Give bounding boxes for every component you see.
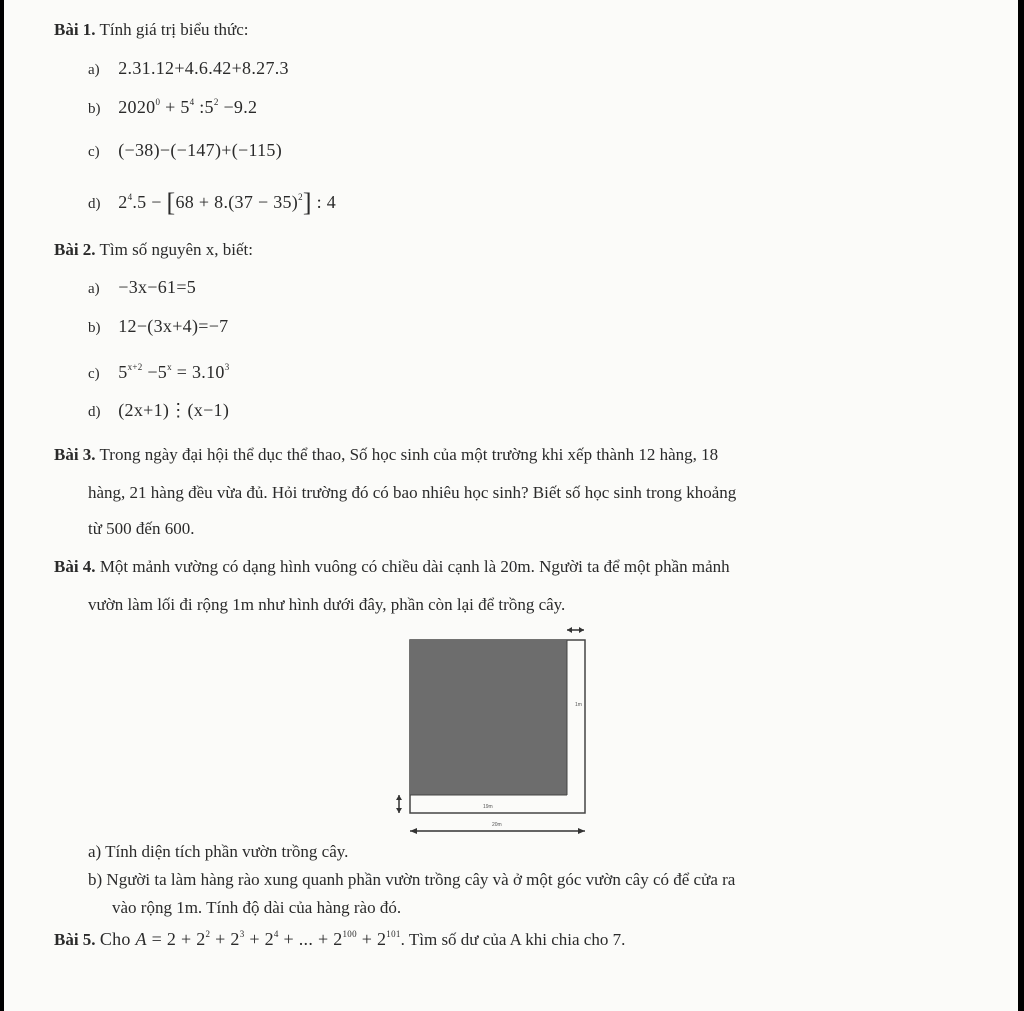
bai1-title: Bài 1. xyxy=(54,20,96,39)
bai4-question-a: a) Tính diện tích phần vườn trồng cây. xyxy=(88,842,349,861)
label-inner-length: 19m xyxy=(483,804,493,810)
bai2-expr-b: 12−(3x+4)=−7 xyxy=(118,316,229,336)
bai1-item-d: d) $2^4.5 - [68 + 8.(37 - 35)^2]$ : 4 xyxy=(88,188,337,217)
bai5-title: Bài 5. xyxy=(54,930,96,949)
bai4-line1: Bài 4. Một mảnh vường có dạng hình vuông có chiều dài cạnh là 20m. Người ta để một phần mảnh xyxy=(54,557,730,576)
bai2-expr-a: −3x−61=5 xyxy=(118,277,197,297)
bai1-expr-b: $2020^0 + 5^4$ $:5^2 -9.2$ xyxy=(118,97,258,117)
bai1-expr-d: $2^4.5 - [68 + 8.(37 - 35)^2]$ : 4 xyxy=(118,188,337,217)
bai2-heading xyxy=(54,240,253,260)
bai1-expr-c: (−38)−(−147)+(−115) xyxy=(118,140,283,160)
label-path-width: 1m xyxy=(575,702,582,708)
bai3-line3: từ 500 đến 600. xyxy=(88,519,195,538)
bai4-title: Bài 4. xyxy=(54,557,96,576)
bai1-expr-a: 2.31.12+4.6.42+8.27.3 xyxy=(118,58,289,78)
bai3-line2: hàng, 21 hàng đều vừa đủ. Hỏi trường đó có bao nhiêu học sinh? Biết số học sinh trong khoảng xyxy=(88,483,737,502)
bai1-item-a: a) 2.31.12+4.6.42+8.27.3 xyxy=(88,58,289,78)
bai1-item-c: c) (−38)−(−147)+(−115) xyxy=(88,140,283,160)
bai2-expr-c: $5^{x+2} -5^x = 3.10^3$ xyxy=(118,362,230,382)
bai2-item-d: d) (2x+1)⋮(x−1) xyxy=(88,400,230,420)
garden-figure xyxy=(379,620,599,840)
bai1-item-b: b) $2020^0 + 5^4$ $:5^2 -9.2$ xyxy=(88,97,258,117)
bai4-question-b-line1: b) Người ta làm hàng rào xung quanh phần vườn trồng cây và ở một góc vườn cây có để cửa ra xyxy=(88,870,736,889)
bai2-item-a: a) −3x−61=5 xyxy=(88,277,197,297)
bai2-expr-d: (2x+1)⋮(x−1) xyxy=(118,400,230,420)
bai4-line2: vườn làm lối đi rộng 1m như hình dưới đây, phần còn lại để trồng cây. xyxy=(88,595,566,614)
bai5-line xyxy=(54,929,625,950)
bai5-expr: Cho $A = 2 + 2^2 + 2^3 + 2^4$ + ... + $2^{100} + 2^{101}$ xyxy=(99,929,401,949)
bai3-line1: Bài 3. Trong ngày đại hội thể dục thể thao, Số học sinh của một trường khi xếp thành 12 hàng, 18 xyxy=(54,445,719,464)
bai1-heading xyxy=(54,20,248,40)
bai2-prompt: Tìm số nguyên x, biết: xyxy=(99,240,253,259)
bai2-title: Bài 2. xyxy=(54,240,96,259)
worksheet-page xyxy=(4,0,1018,1011)
planting-area xyxy=(410,640,567,795)
bai5-prompt: . Tìm số dư của A khi chia cho 7. xyxy=(400,930,626,949)
label-side-length: 20m xyxy=(492,822,502,828)
bai3-title: Bài 3. xyxy=(54,445,96,464)
bai2-item-c: c) $5^{x+2} -5^x = 3.10^3$ xyxy=(88,362,230,382)
bai1-prompt: Tính giá trị biểu thức: xyxy=(99,20,249,39)
bai2-item-b: b) 12−(3x+4)=−7 xyxy=(88,316,229,336)
bai4-question-b-line2: vào rộng 1m. Tính độ dài của hàng rào đó. xyxy=(112,898,402,917)
